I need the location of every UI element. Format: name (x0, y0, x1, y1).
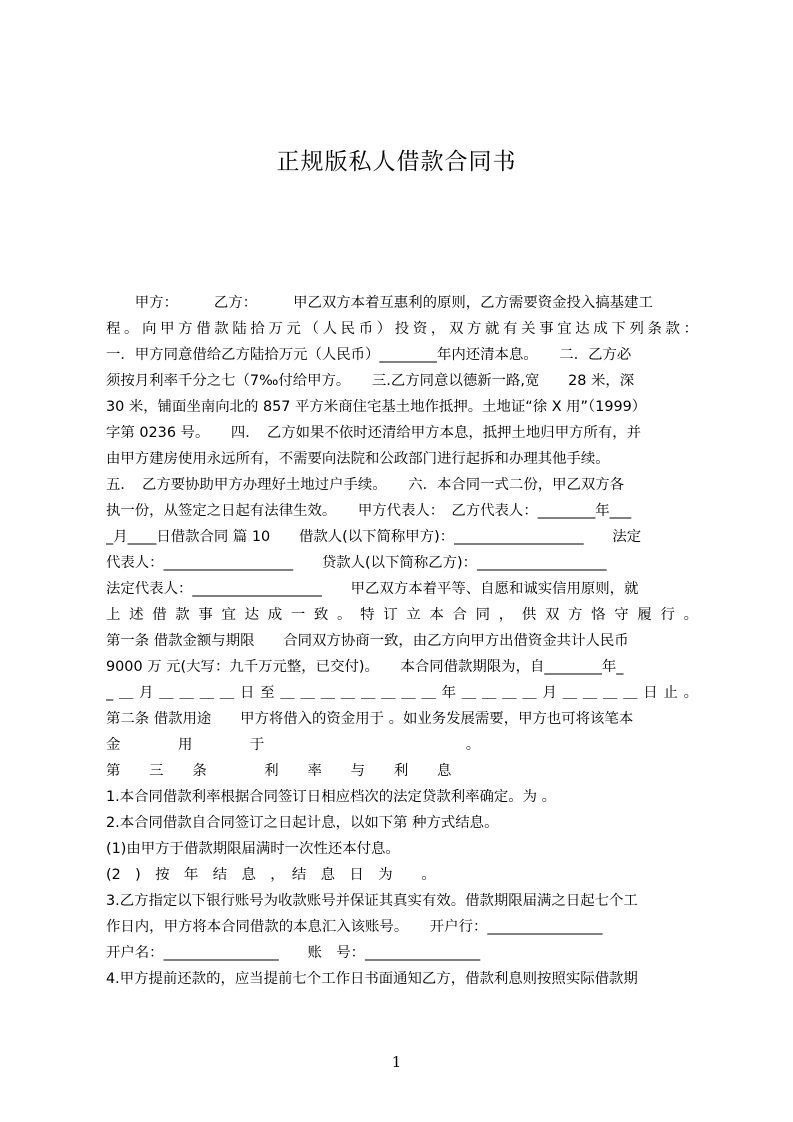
body-line-13: 上述借款事宜达成一致。特订立本合同，供双方恪守履行。 (106, 607, 698, 623)
body-line-16: _＿月＿＿＿＿日至＿＿＿＿＿＿＿＿年＿＿＿＿月＿＿＿＿日止。 (106, 685, 698, 701)
body-line-2: 程。向甲方借款陆拾万元（人民币）投资，双方就有关事宜达成下列条款： (106, 321, 698, 337)
body-line-10: _月____日借款合同 篇 10 借款人(以下简称甲方)：__________________ 法定 (106, 529, 642, 545)
body-line-23: (2 ) 按 年 结 息 ， 结 息 日 为 。 (106, 867, 436, 883)
body-line-14: 第一条 借款金额与期限 合同双方协商一致，由乙方向甲方出借资金共计人民币 (106, 633, 629, 649)
body-line-18: 金 用 于 。 (106, 737, 481, 753)
body-line-12: 法定代表人：__________________ 甲乙双方本着平等、自愿和诚实信用原则，就 (106, 581, 639, 597)
body-line-9: 执一份，从签定之日起有法律生效。 甲方代表人： 乙方代表人：________年___ (106, 503, 632, 519)
body-line-7: 由甲方建房使用永远所有，不需要向法院和公政部门进行起拆和办理其他手续。 (106, 451, 610, 467)
document-title: 正规版私人借款合同书 (276, 149, 517, 175)
body-line-3: 一．甲方同意借给乙方陆拾万元（人民币）________年内还清本息。 二．乙方必 (106, 347, 632, 363)
body-line-5: 30 米，铺面坐南向北的 857 平方米商住宅基土地作抵押。土地证“徐 X 用”（1999） (106, 399, 647, 415)
body-line-26: 开户名：________________ 账 号：________________ (106, 945, 481, 961)
body-line-15: 9000 万 元(大写：九千万元整，已交付)。 本合同借款期限为，自________年_ (106, 659, 624, 675)
body-line-17: 第二条 借款用途 甲方将借入的资金用于 。如业务发展需要，甲方也可将该笔本 (106, 711, 634, 727)
body-line-21: 2.本合同借款自合同签订之日起计息，以如下第 种方式结息。 (106, 815, 499, 831)
body-line-6: 字第 0236 号。 四． 乙方如果不依时还清给甲方本息，抵押土地归甲方所有，并 (106, 425, 642, 441)
body-line-8: 五． 乙方要协助甲方办理好土地过户手续。 六．本合同一式二份，甲乙双方各 (106, 477, 625, 493)
page-number: 1 (391, 1053, 402, 1071)
body-line-1: 甲方： 乙方： 甲乙双方本着互惠利的原则，乙方需要资金投入搞基建工 (106, 295, 653, 311)
body-line-19: 第 三 条 利 率 与 利 息 (106, 763, 452, 779)
body-line-22: (1)由甲方于借款期限届满时一次性还本付息。 (106, 841, 400, 857)
body-line-27: 4.甲方提前还款的，应当提前七个工作日书面通知乙方，借款利息则按照实际借款期 (106, 971, 638, 987)
body-line-25: 作日内，甲方将本合同借款的本息汇入该账号。 开户行：________________ (106, 919, 603, 935)
body-line-4: 须按月利率千分之七（7‰付给甲方。 三.乙方同意以德新一路,宽 28 米，深 (106, 373, 635, 389)
body-line-20: 1.本合同借款利率根据合同签订日相应档次的法定贷款利率确定。为 。 (106, 789, 557, 805)
body-line-24: 3.乙方指定以下银行账号为收款账号并保证其真实有效。借款期限届满之日起七个工 (106, 893, 638, 909)
body-line-11: 代表人：__________________ 贷款人(以下简称乙方)：__________________ (106, 555, 607, 571)
